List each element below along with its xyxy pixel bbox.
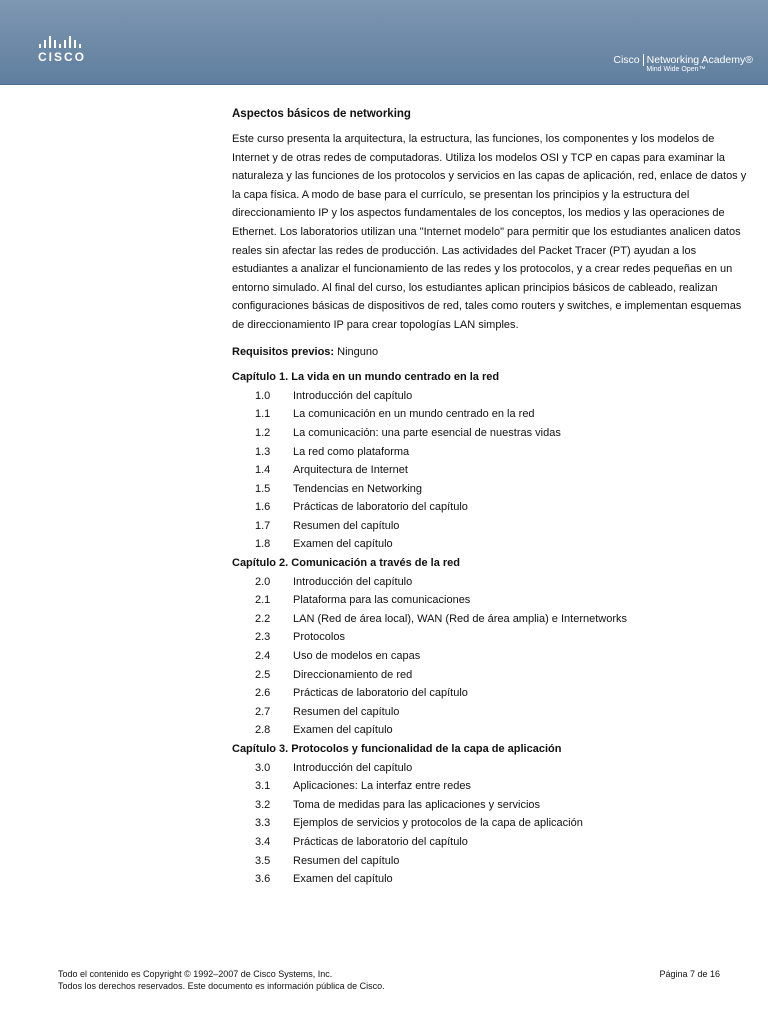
section-number: 2.5 [255,668,271,681]
list-item [232,870,747,889]
chapter-title: Capítulo 1. La vida en un mundo centrado en la red [232,371,500,384]
academy-right-text: Networking Academy® [646,54,753,66]
section-number: 1.6 [255,501,271,514]
list-item [232,796,747,815]
section-number: 1.1 [255,408,271,421]
section-number: 3.5 [255,854,271,867]
section-title: Prácticas de laboratorio del capítulo [293,835,468,848]
section-title: Prácticas de laboratorio del capítulo [293,501,468,514]
list-item [232,684,747,703]
list-item [232,591,747,610]
section-title: Aplicaciones: La interfaz entre redes [293,780,471,793]
academy-divider [643,54,644,66]
section-number: 1.3 [255,445,271,458]
header-banner [0,0,768,85]
list-item [232,833,747,852]
section-title: Examen del capítulo [293,538,393,551]
cisco-logo [38,36,86,64]
section-title: Protocolos [293,631,345,644]
section-title: Resumen del capítulo [293,519,400,532]
section-title: Introducción del capítulo [293,761,413,774]
footer-rights: Todos los derechos reservados. Este documento es información pública de Cisco. [58,981,385,991]
prereq-value: Ninguno [334,345,379,358]
academy-tagline: Mind Wide Open™ [646,66,706,73]
section-title: Introducción del capítulo [293,389,413,402]
list-item [232,424,747,443]
list-item [232,498,747,517]
list-item [232,535,747,554]
list-item [232,777,747,796]
section-number: 3.2 [255,798,271,811]
prerequisites [232,343,747,362]
section-number: 1.8 [255,538,271,551]
section-title: Resumen del capítulo [293,705,400,718]
section-number: 2.7 [255,705,271,718]
section-number: 2.2 [255,612,271,625]
section-title: Tendencias en Networking [293,482,423,495]
footer-copyright: Todo el contenido es Copyright © 1992–2007 de Cisco Systems, Inc. [58,969,333,979]
section-title: Prácticas de laboratorio del capítulo [293,687,468,700]
section-title: Examen del capítulo [293,873,393,886]
list-item [232,814,747,833]
list-item [232,666,747,685]
section-title: Ejemplos de servicios y protocolos de la capa de aplicación [293,817,583,830]
section-number: 3.6 [255,873,271,886]
section-number: 1.7 [255,519,271,532]
intro-paragraph: Este curso presenta la arquitectura, la estructura, las funciones, los componentes y los modelos de Internet y de otras redes de computadoras. Utiliza los modelos OSI y TCP en capas para examinar la naturaleza y las funciones de los protocolos y servicios en las capas de aplicación, red, enlace de datos y la capa física. A modo de base para el currículo, se presentan los principios y la estructura del direccionamiento IP y los aspectos fundamentales de los conceptos, los medios y las operaciones de Ethernet. Los laboratorios utilizan una "Internet modelo" para permitir que los estudiantes analicen datos reales sin afectar las redes de producción. Las actividades del Packet Tracer (PT) ayudan a los estudiantes a analizar el funcionamiento de las redes y los protocolos, y a crear redes pequeñas en un entorno simulado. Al final del curso, los estudiantes aplican principios básicos de cableado, realizan configuraciones básicas de dispositivos de red, tales como routers y switches, e implementan esquemas de direccionamiento IP para crear topologías LAN simples. [232,133,747,331]
section-number: 1.4 [255,464,271,477]
document-body [232,106,747,889]
list-item [232,517,747,536]
section-title: Introducción del capítulo [293,575,413,588]
section-title: La comunicación: una parte esencial de nuestras vidas [293,426,561,439]
cisco-bars-icon [39,36,86,48]
section-number: 2.8 [255,724,271,737]
list-item [232,628,747,647]
list-item [232,573,747,592]
section-number: 2.4 [255,650,271,663]
section-title: La comunicación en un mundo centrado en la red [293,408,535,421]
chapter-list [232,368,747,889]
section-title: Resumen del capítulo [293,854,400,867]
list-item [232,480,747,499]
list-item [232,461,747,480]
section-number: 3.1 [255,780,271,793]
list-item [232,852,747,871]
section-title: La red como plataforma [293,445,410,458]
chapter-title: Capítulo 2. Comunicación a través de la red [232,557,461,570]
section-number: 2.6 [255,687,271,700]
networking-academy-logo [613,54,753,73]
list-item [232,703,747,722]
cisco-wordmark: CISCO [38,50,87,64]
section-number: 3.0 [255,761,271,774]
section-number: 2.1 [255,594,271,607]
list-item [232,405,747,424]
section-number: 2.3 [255,631,271,644]
academy-left-text: Cisco [613,54,640,66]
page-footer [58,968,720,992]
list-item [232,443,747,462]
section-title: Arquitectura de Internet [293,464,408,477]
section-title: Direccionamiento de red [293,668,413,681]
chapter-title: Capítulo 3. Protocolos y funcionalidad de la capa de aplicación [232,743,562,755]
section-number: 1.5 [255,482,271,495]
list-item [232,721,747,740]
section-number: 3.4 [255,835,271,848]
list-item [232,647,747,666]
list-item [232,610,747,629]
section-number: 1.0 [255,389,271,402]
section-title: LAN (Red de área local), WAN (Red de área amplia) e Internetworks [293,612,628,625]
section-title: Toma de medidas para las aplicaciones y servicios [293,798,541,811]
section-title: Uso de modelos en capas [293,650,421,663]
document-title: Aspectos básicos de networking [232,108,411,120]
list-item [232,387,747,406]
list-item [232,759,747,778]
section-number: 3.3 [255,817,271,830]
section-number: 2.0 [255,575,271,588]
prereq-label: Requisitos previos: [232,345,335,358]
section-number: 1.2 [255,426,271,439]
page-number: Página 7 de 16 [659,969,720,979]
section-title: Plataforma para las comunicaciones [293,594,471,607]
section-title: Examen del capítulo [293,724,393,737]
